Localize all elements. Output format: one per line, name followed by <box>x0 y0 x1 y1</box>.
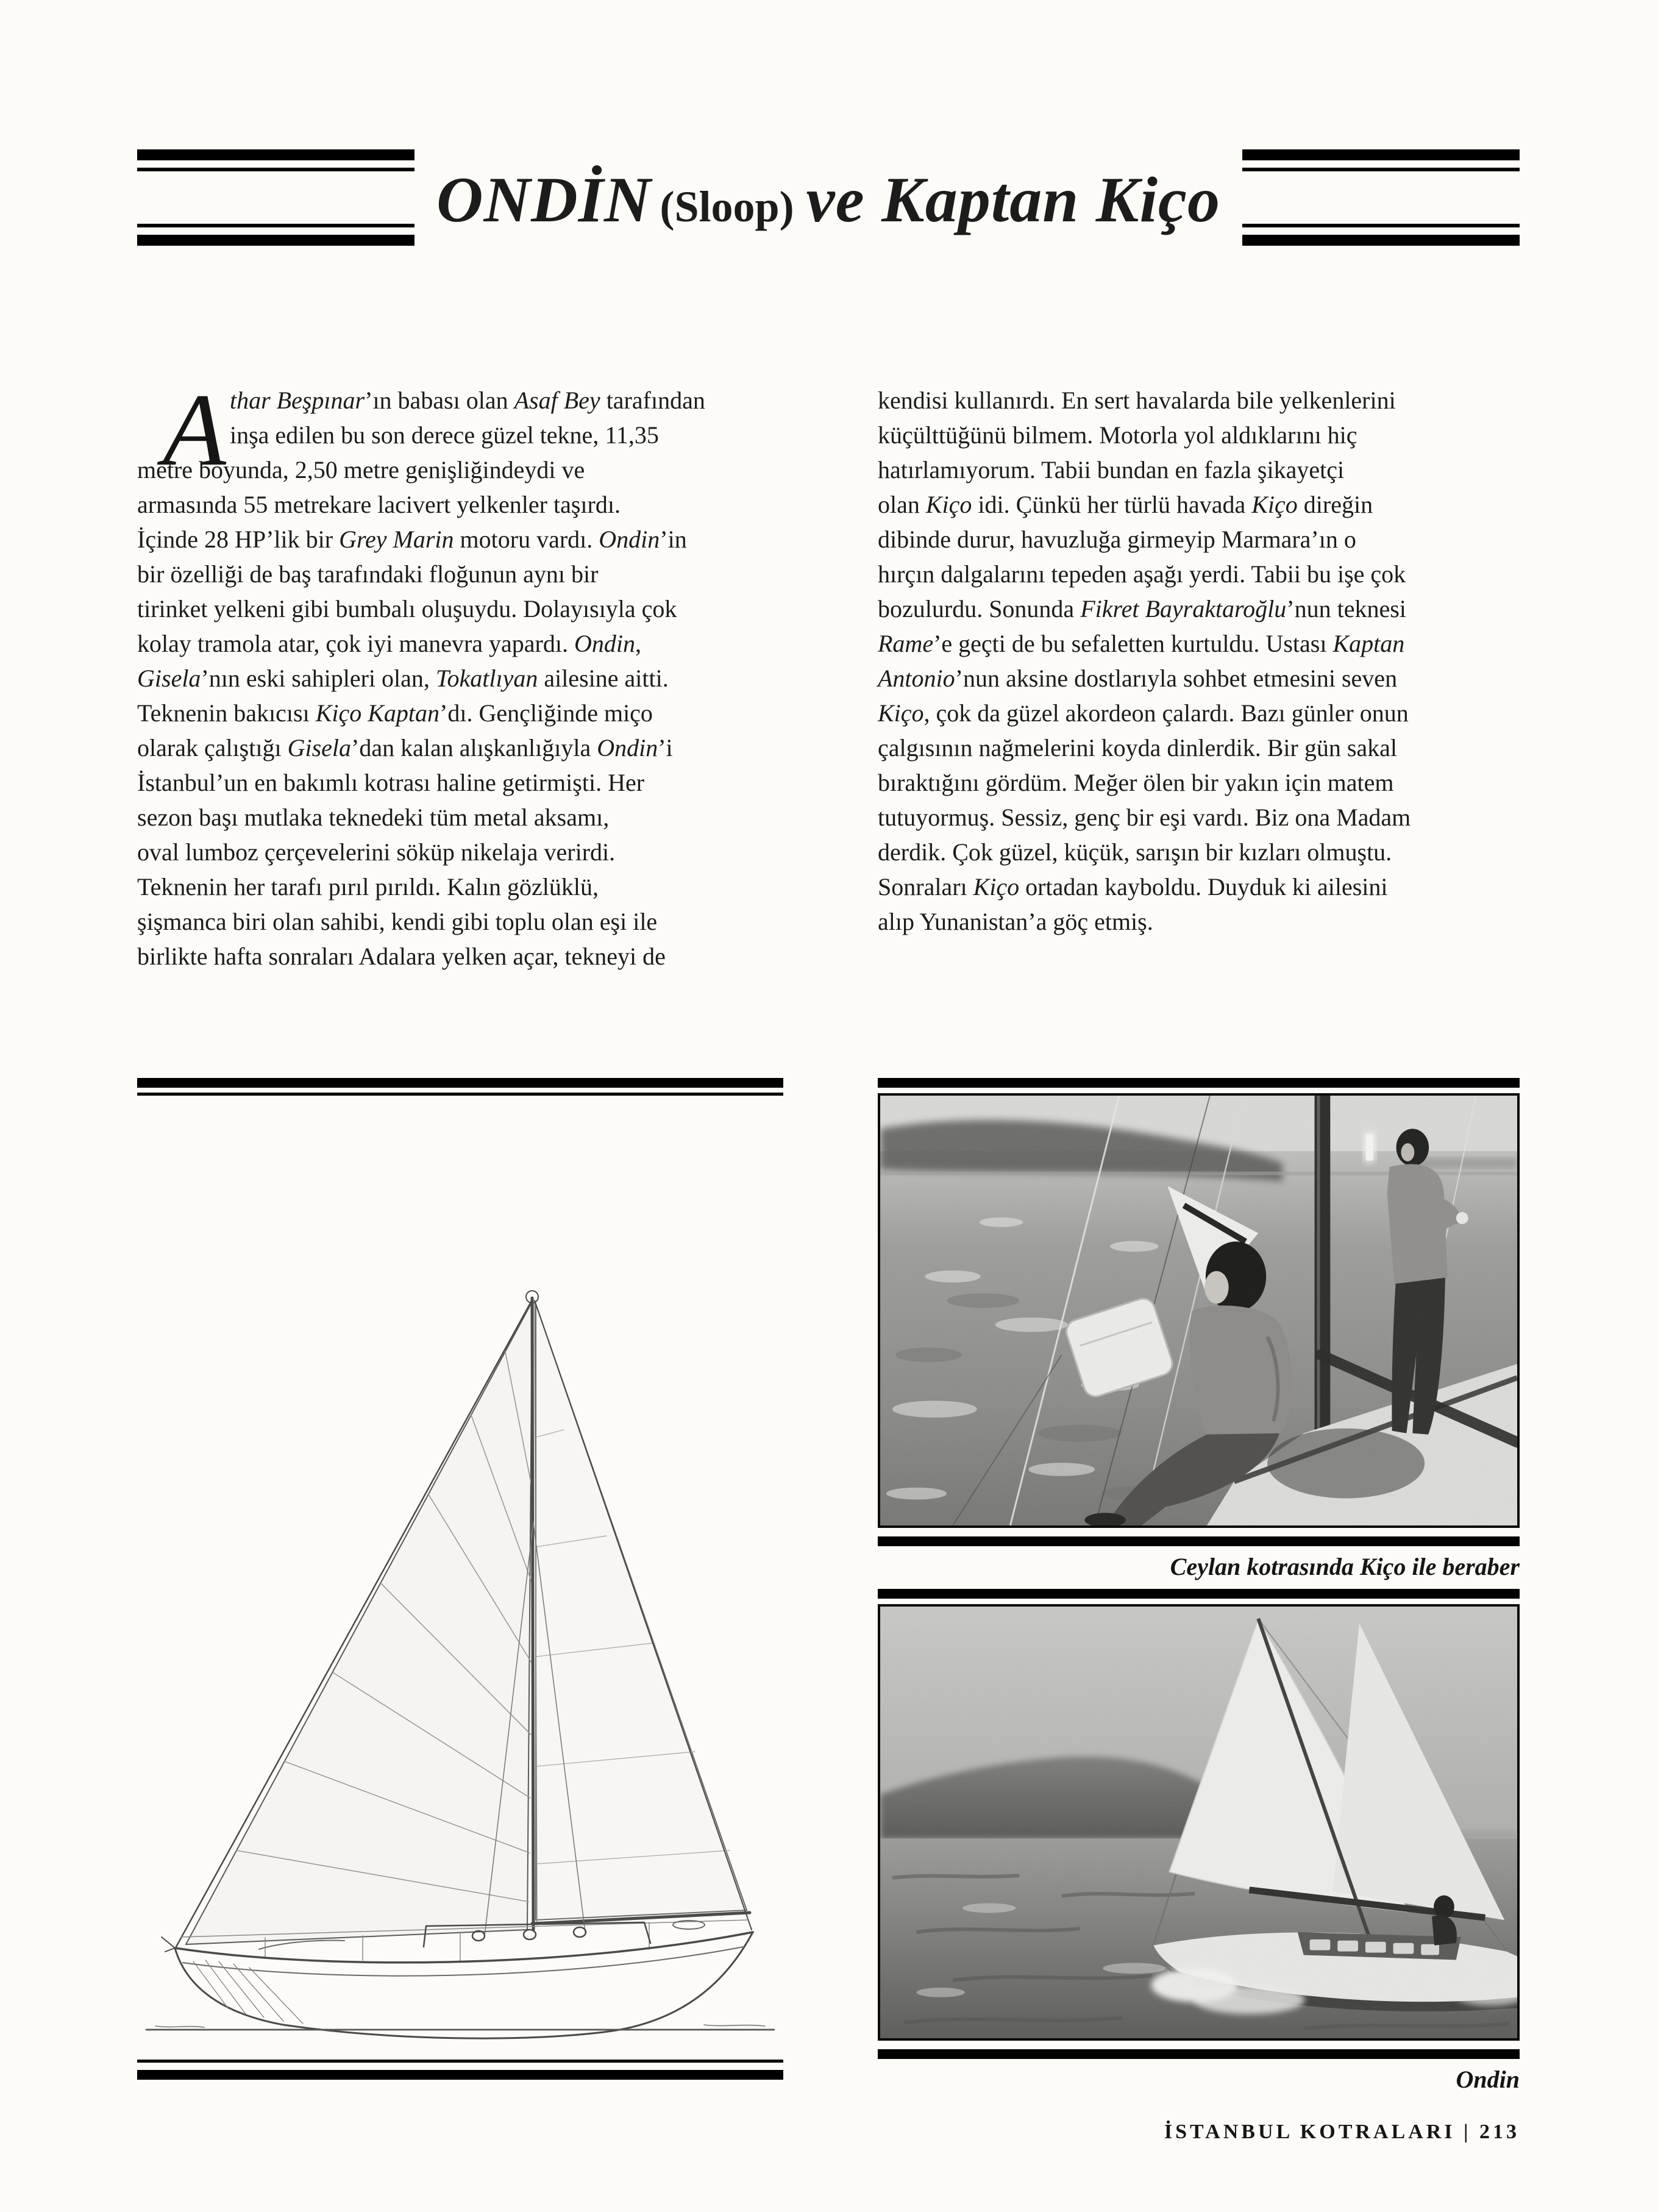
text-line: alıp Yunanistan’a göç etmiş. <box>878 908 1153 935</box>
rule-thick <box>878 1589 1520 1599</box>
sailboat-line-drawing-image <box>137 1096 783 2060</box>
double-rule-bottom <box>1242 224 1520 246</box>
photo-2-image <box>880 1607 1517 2038</box>
text-line: olarak çalıştığı Gisela’dan kalan alışkanlığıyla Ondin’i <box>137 734 673 762</box>
text-line: Gisela’nın eski sahipleri olan, Tokatlıyan ailesine aitti. <box>137 665 669 692</box>
text-line: derdik. Çok güzel, küçük, sarışın bir kızları olmuştu. <box>878 838 1392 866</box>
text-line: oval lumboz çerçevelerini söküp nikelaja verirdi. <box>137 838 616 866</box>
text-line: şişmanca biri olan sahibi, kendi gibi toplu olan eşi ile <box>137 908 658 935</box>
text-line: birlikte hafta sonraları Adalara yelken açar, tekneyi de <box>137 943 666 970</box>
dropcap-letter: A <box>163 373 226 487</box>
rule-thick <box>878 1536 1520 1546</box>
text-line: hatırlamıyorum. Tabii bundan en fazla şikayetçi <box>878 456 1345 483</box>
double-rule-top <box>137 149 415 171</box>
text-line: Kiço, çok da güzel akordeon çalardı. Bazı günler onun <box>878 699 1409 727</box>
text-line: küçülttüğünü bilmem. Motorla yol aldıklarını hiç <box>878 421 1357 449</box>
photo-1-image <box>880 1096 1517 1525</box>
title-left-rules <box>137 149 415 246</box>
photo-figure-2 <box>878 1589 1520 2094</box>
title-rest: ve Kaptan Kiço <box>806 164 1220 235</box>
title-paren: (Sloop) <box>660 182 794 231</box>
double-rule-bottom <box>137 224 415 246</box>
text-line: Rame’e geçti de bu sefaletten kurtuldu. Ustası Kaptan <box>878 630 1405 657</box>
rule-thick <box>878 1078 1520 1088</box>
article-column-left <box>137 373 792 974</box>
sailboat-drawing-figure <box>137 1078 783 2080</box>
article-column-right <box>878 383 1527 939</box>
text-line: tirinket yelkeni gibi bumbalı oluşuydu. Dolayısıyla çok <box>137 595 677 623</box>
text-line: thar Beşpınar’ın babası olan Asaf Bey tarafından <box>230 387 705 414</box>
photo-caption: Ceylan kotrasında Kiço ile beraber <box>1170 1553 1520 1580</box>
text-line: metre boyunda, 2,50 metre genişliğindeydi ve <box>137 456 585 483</box>
text-line: hırçın dalgalarını tepeden aşağı yerdi. Tabii bu işe çok <box>878 560 1406 588</box>
text-line: İstanbul’un en bakımlı kotrası haline getirmişti. Her <box>137 769 645 796</box>
text-line: çalgısının nağmelerini koyda dinlerdik. Bir gün sakal <box>878 734 1398 762</box>
photo-1-frame <box>878 1093 1520 1528</box>
double-rule-top <box>1242 149 1520 171</box>
text-line: armasında 55 metrekare lacivert yelkenler taşırdı. <box>137 491 621 518</box>
text-line: bir özelliği de baş tarafındaki floğunun aynı bir <box>137 560 599 588</box>
text-line: dibinde durur, havuzluğa girmeyip Marmara’ın o <box>878 526 1356 553</box>
rule-thick <box>137 1078 783 1088</box>
title-right-rules <box>1242 149 1520 246</box>
text-line: inşa edilen bu son derece güzel tekne, 11,35 <box>230 421 659 449</box>
text-line: Teknenin bakıcısı Kiço Kaptan’dı. Gençliğinde miço <box>137 699 653 727</box>
text-line: kolay tramola atar, çok iyi manevra yapardı. Ondin, <box>137 630 641 657</box>
rule-thick <box>878 2049 1520 2059</box>
photo-2-frame <box>878 1604 1520 2041</box>
photo-caption: Ondin <box>1456 2066 1520 2093</box>
photo-figure-1 <box>878 1078 1520 1581</box>
text-line: olan Kiço idi. Çünkü her türlü havada Kiço direğin <box>878 491 1373 518</box>
text-line: kendisi kullanırdı. En sert havalarda bile yelkenlerini <box>878 387 1396 414</box>
text-line: Antonio’nun aksine dostlarıyla sohbet etmesini seven <box>878 665 1398 692</box>
title-main: ONDİN <box>436 164 652 235</box>
page-footer: İSTANBUL KOTRALARI | 213 <box>1164 2121 1520 2143</box>
rule-thick <box>137 2070 783 2080</box>
page-title <box>415 163 1242 237</box>
text-line: tutuyormuş. Sessiz, genç bir eşi vardı. Biz ona Madam <box>878 804 1411 831</box>
text-line: İçinde 28 HP’lik bir Grey Marin motoru vardı. Ondin’in <box>137 526 687 553</box>
text-line: bıraktığını gördüm. Meğer ölen bir yakın için matem <box>878 769 1394 796</box>
text-line: bozulurdu. Sonunda Fikret Bayraktaroğlu’nun teknesi <box>878 595 1406 623</box>
text-line: sezon başı mutlaka teknedeki tüm metal aksamı, <box>137 804 610 831</box>
text-line: Teknenin her tarafı pırıl pırıldı. Kalın gözlüklü, <box>137 873 599 901</box>
chapter-title-block <box>137 149 1520 246</box>
text-line: Sonraları Kiço ortadan kayboldu. Duyduk ki ailesini <box>878 873 1388 901</box>
rule-thin <box>137 2060 783 2063</box>
